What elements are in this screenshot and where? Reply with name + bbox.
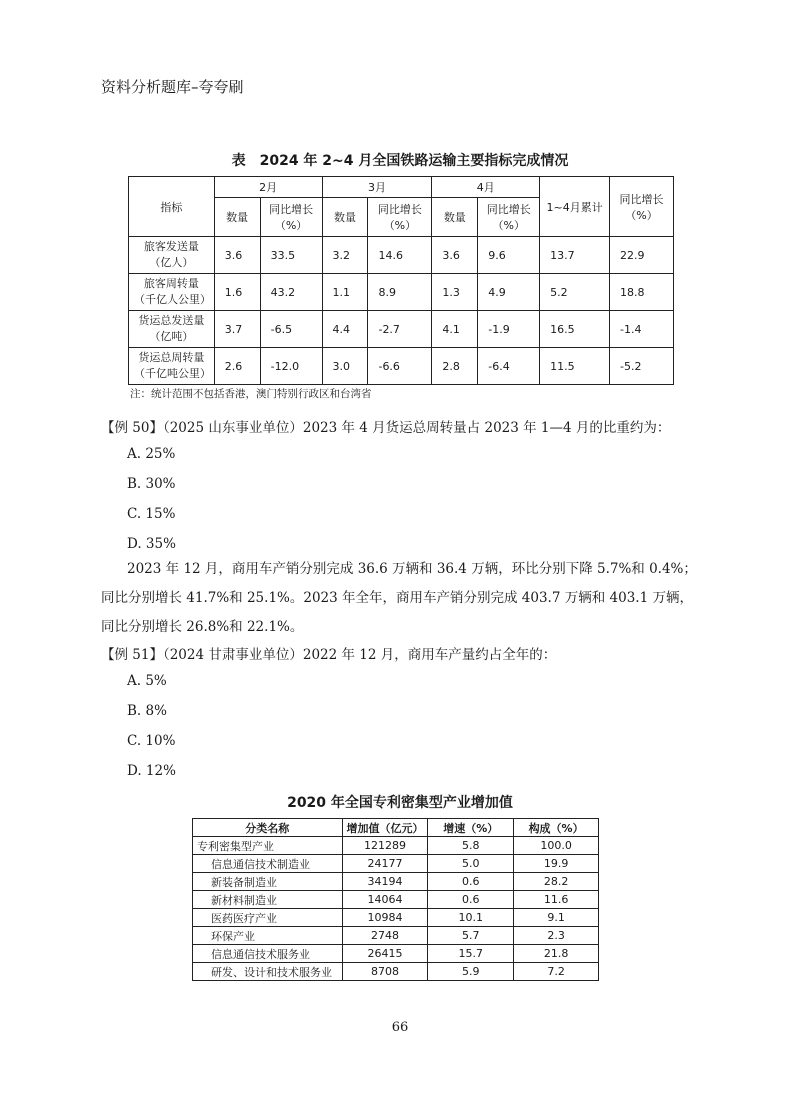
question-51-stem: 【例 51】（2024 甘肃事业单位）2022 年 12 月，商用车产量约占全年的：: [101, 647, 557, 663]
month-header: 2月: [214, 177, 322, 198]
table1-title: [0, 150, 800, 170]
table-cell: 24177: [342, 855, 428, 873]
table-cell: -6.6: [368, 348, 432, 385]
table-cell: 2.3: [514, 927, 599, 945]
table-cell: 10984: [342, 909, 428, 927]
table-cell: 7.2: [514, 963, 599, 981]
question-50-option: C. 15%: [127, 506, 176, 522]
table2-title: 2020 年全国专利密集型产业增加值: [287, 795, 513, 811]
table-row: [193, 945, 599, 963]
table-cell: 8708: [342, 963, 428, 981]
table-row: [193, 855, 599, 873]
table-cell: 22.9: [610, 237, 674, 274]
table-cell: 5.8: [428, 837, 514, 855]
table-cell: 13.7: [540, 237, 610, 274]
table-cell: 21.8: [514, 945, 599, 963]
page-number: 66: [391, 1020, 409, 1035]
table-cell: 4.9: [478, 274, 540, 311]
table-cell: 10.1: [428, 909, 514, 927]
question-50-stem: 【例 50】（2025 山东事业单位）2023 年 4 月货运总周转量占 2023 年 1—4 月的比重约为：: [101, 420, 671, 436]
category-name-cell: 新材料制造业: [193, 891, 343, 909]
table-cell: 34194: [342, 873, 428, 891]
table-cell: -1.4: [610, 311, 674, 348]
question-50-option: A. 25%: [127, 446, 176, 462]
table-row: [193, 927, 599, 945]
category-name-cell: 信息通信技术制造业: [193, 855, 343, 873]
question-50-option: D. 35%: [127, 536, 176, 552]
table-row: [129, 237, 674, 274]
table-row: [193, 873, 599, 891]
category-name-cell: 环保产业: [193, 927, 343, 945]
table-cell: 11.6: [514, 891, 599, 909]
indicator-unit: （亿吨）: [149, 330, 194, 343]
table-cell: 1.3: [432, 274, 478, 311]
table-cell: -6.5: [260, 311, 322, 348]
column-header: 构成（%）: [514, 819, 599, 837]
table-cell: 3.6: [214, 237, 260, 274]
table1-title-text: 2024 年 2~4 月全国铁路运输主要指标完成情况: [259, 153, 569, 169]
table-row: [129, 348, 674, 385]
indicator-unit: （亿人）: [149, 256, 194, 269]
table1-note: 注：统计范围不包括香港，澳门特别行政区和台湾省: [130, 388, 372, 400]
table-cell: -1.9: [478, 311, 540, 348]
table-cell: 2.8: [432, 348, 478, 385]
yoy-header: 同比增长 （%）: [260, 198, 322, 237]
table1-title-tag: 表: [231, 153, 246, 169]
table-cell: 14.6: [368, 237, 432, 274]
month-header: 3月: [322, 177, 432, 198]
table-cell: 100.0: [514, 837, 599, 855]
table-cell: -6.4: [478, 348, 540, 385]
question-51-option: B. 8%: [127, 703, 167, 719]
indicator-header: 指标: [129, 177, 215, 237]
indicator-cell: [129, 311, 215, 348]
indicator-name: 货运总周转量: [138, 351, 205, 364]
question-50-option: B. 30%: [127, 476, 176, 492]
column-header: 分类名称: [193, 819, 343, 837]
table-cell: 19.9: [514, 855, 599, 873]
table-cell: 5.2: [540, 274, 610, 311]
table-cell: 5.7: [428, 927, 514, 945]
month-header: 4月: [432, 177, 540, 198]
table-row: [129, 311, 674, 348]
table-cell: 2748: [342, 927, 428, 945]
category-name-cell: 信息通信技术服务业: [193, 945, 343, 963]
table-cell: 3.6: [432, 237, 478, 274]
qty-header: 数量: [432, 198, 478, 237]
column-header: 增速（%）: [428, 819, 514, 837]
question-51-option: A. 5%: [127, 673, 167, 689]
page-header: 资料分析题库–夸夸刷: [101, 78, 244, 96]
yoy-header: 同比增长 （%）: [478, 198, 540, 237]
category-name-cell: 专利密集型产业: [193, 837, 343, 855]
question-51-option: C. 10%: [127, 733, 176, 749]
table-cell: 121289: [342, 837, 428, 855]
yoy-header: 同比增长 （%）: [368, 198, 432, 237]
table-cell: -5.2: [610, 348, 674, 385]
table-row: [193, 963, 599, 981]
table-cell: 16.5: [540, 311, 610, 348]
indicator-cell: [129, 274, 215, 311]
table-row: [193, 837, 599, 855]
category-name-cell: 新装备制造业: [193, 873, 343, 891]
table-cell: 18.8: [610, 274, 674, 311]
table-cell: 1.6: [214, 274, 260, 311]
indicator-unit: （千亿吨公里）: [134, 367, 211, 380]
table-cell: 11.5: [540, 348, 610, 385]
table-cell: 0.6: [428, 891, 514, 909]
question-51-option: D. 12%: [127, 763, 176, 779]
indicator-unit: （千亿人公里）: [134, 293, 211, 306]
cumulative-header: 1~4月累计: [540, 177, 610, 237]
table-cell: -2.7: [368, 311, 432, 348]
category-name-cell: 医药医疗产业: [193, 909, 343, 927]
indicator-cell: [129, 348, 215, 385]
table-cell: 5.0: [428, 855, 514, 873]
table-cell: 0.6: [428, 873, 514, 891]
table-cell: 5.9: [428, 963, 514, 981]
table-cell: 14064: [342, 891, 428, 909]
table-cell: 3.2: [322, 237, 368, 274]
table-cell: -12.0: [260, 348, 322, 385]
table-cell: 4.4: [322, 311, 368, 348]
material-paragraph: 2023 年 12 月，商用车产销分别完成 36.6 万辆和 36.4 万辆，环比分别下降 5.7%和 0.4%；同比分别增长 41.7%和 25.1%。2023 年全年，商用车产销分别完成 403.7 万辆和 403.1 万辆，同比分别增长 26.8%和 22.1%。: [101, 561, 697, 635]
table-cell: 3.0: [322, 348, 368, 385]
yoy-header: 同比增长 （%）: [610, 177, 674, 237]
railway-table: [128, 176, 674, 385]
table-cell: 33.5: [260, 237, 322, 274]
indicator-name: 货运总发送量: [138, 314, 205, 327]
table-cell: 28.2: [514, 873, 599, 891]
table-cell: 15.7: [428, 945, 514, 963]
qty-header: 数量: [322, 198, 368, 237]
indicator-name: 旅客发送量: [143, 240, 199, 253]
column-header: 增加值（亿元）: [342, 819, 428, 837]
table-cell: 4.1: [432, 311, 478, 348]
indicator-name: 旅客周转量: [143, 277, 199, 290]
table-cell: 26415: [342, 945, 428, 963]
table-cell: 3.7: [214, 311, 260, 348]
patent-industry-table: [192, 818, 599, 981]
table-cell: 2.6: [214, 348, 260, 385]
table-cell: 9.1: [514, 909, 599, 927]
qty-header: 数量: [214, 198, 260, 237]
table-row: [193, 909, 599, 927]
table-row: [129, 274, 674, 311]
table-cell: 43.2: [260, 274, 322, 311]
table-cell: 1.1: [322, 274, 368, 311]
table-row: [193, 891, 599, 909]
table-cell: 8.9: [368, 274, 432, 311]
category-name-cell: 研发、设计和技术服务业: [193, 963, 343, 981]
table-cell: 9.6: [478, 237, 540, 274]
indicator-cell: [129, 237, 215, 274]
